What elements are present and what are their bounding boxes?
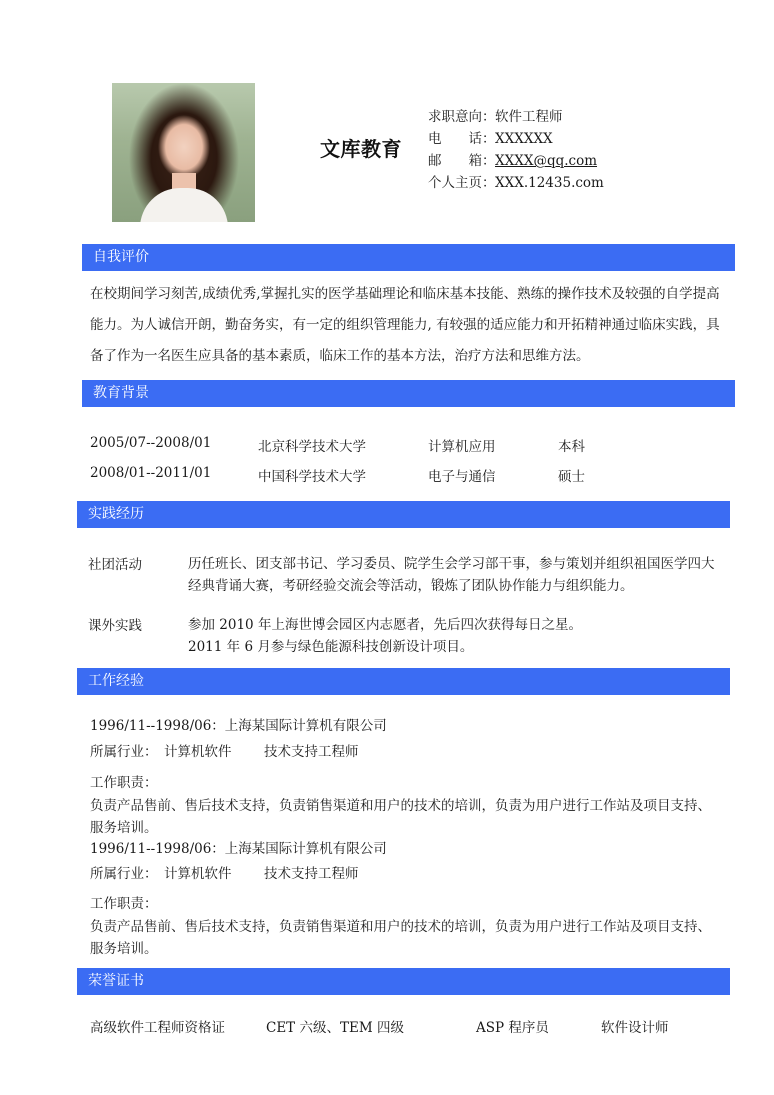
- work-duty: [90, 795, 711, 839]
- work-period-company: 1996/11--1998/06：上海某国际计算机有限公司: [90, 841, 387, 857]
- work-industry: 计算机软件: [164, 744, 232, 760]
- honor-item: ASP 程序员: [476, 1020, 549, 1036]
- email-row: [428, 150, 604, 172]
- text-line: 经典背诵大赛，考研经验交流会等活动，锻炼了团队协作能力与组织能力。: [188, 578, 634, 594]
- section-header-work: 工作经验: [77, 668, 730, 695]
- honor-item: 高级软件工程师资格证: [90, 1020, 225, 1036]
- practice-desc: [188, 614, 582, 658]
- text-line: 2011 年 6 月参与绿色能源科技创新设计项目。: [188, 639, 474, 655]
- edu-school: 北京科学技术大学: [258, 439, 366, 455]
- work-duty-label: 工作职责：: [90, 896, 158, 912]
- honor-item: CET 六级、TEM 四级: [266, 1020, 404, 1036]
- phone-row: [428, 128, 604, 150]
- text-line: 历任班长、团支部书记、学习委员、院学生会学习部干事，参与策划并组织祖国医学四大: [188, 556, 715, 572]
- work-industry-label: 所属行业：: [90, 744, 158, 760]
- edu-period: 2008/01--2011/01: [90, 465, 212, 481]
- text-line: 服务培训。: [90, 941, 158, 957]
- email-link[interactable]: XXXX@qq.com: [495, 153, 598, 169]
- info-label: 邮 箱：: [428, 153, 496, 169]
- homepage-row: [428, 172, 604, 194]
- edu-school: 中国科学技术大学: [258, 469, 366, 485]
- practice-title: 社团活动: [88, 557, 142, 573]
- edu-major: 电子与通信: [428, 469, 496, 485]
- practice-title: 课外实践: [88, 618, 142, 634]
- edu-degree: 本科: [558, 439, 585, 455]
- edu-major: 计算机应用: [428, 439, 496, 455]
- edu-degree: 硕士: [558, 469, 585, 485]
- text-line: 能力。为人诚信开朗，勤奋务实，有一定的组织管理能力, 有较强的适应能力和开拓精神通过临床实践，具: [90, 317, 720, 333]
- text-line: 备了作为一名医生应具备的基本素质，临床工作的基本方法，治疗方法和思维方法。: [90, 348, 590, 364]
- profile-photo: [112, 83, 255, 222]
- text-line: 服务培训。: [90, 820, 158, 836]
- text-line: 在校期间学习刻苦,成绩优秀,掌握扎实的医学基础理论和临床基本技能、熟练的操作技术及较强的自学提高: [90, 286, 720, 302]
- text-line: 负责产品售前、售后技术支持，负责销售渠道和用户的技术的培训，负责为用户进行工作站及项目支持、: [90, 919, 711, 935]
- section-header-honors: 荣誉证书: [77, 968, 730, 995]
- info-value: XXX.12435.com: [495, 175, 604, 191]
- work-duty: [90, 916, 711, 960]
- section-header-self-eval: 自我评价: [82, 244, 735, 271]
- text-line: 参加 2010 年上海世博会园区内志愿者，先后四次获得每日之星。: [188, 617, 582, 633]
- section-header-practice: 实践经历: [77, 501, 730, 528]
- work-duty-label: 工作职责：: [90, 775, 158, 791]
- work-position: 技术支持工程师: [264, 866, 359, 882]
- text-line: 负责产品售前、售后技术支持，负责销售渠道和用户的技术的培训，负责为用户进行工作站及项目支持、: [90, 798, 711, 814]
- work-position: 技术支持工程师: [264, 744, 359, 760]
- honor-item: 软件设计师: [601, 1020, 669, 1036]
- info-label: 电 话：: [428, 131, 496, 147]
- section-header-education: 教育背景: [82, 380, 735, 407]
- self-eval-text: [90, 279, 730, 372]
- edu-period: 2005/07--2008/01: [90, 435, 212, 451]
- info-value: 软件工程师: [495, 109, 563, 125]
- applicant-name: 文库教育: [320, 137, 402, 161]
- info-value: XXXXXX: [495, 131, 553, 147]
- practice-desc: [188, 553, 715, 597]
- info-label: 求职意向：: [428, 109, 496, 125]
- work-period-company: 1996/11--1998/06：上海某国际计算机有限公司: [90, 718, 387, 734]
- job-intention-row: [428, 106, 604, 128]
- contact-info: [428, 106, 604, 194]
- info-label: 个人主页：: [428, 175, 496, 191]
- work-industry-label: 所属行业：: [90, 866, 158, 882]
- work-industry: 计算机软件: [164, 866, 232, 882]
